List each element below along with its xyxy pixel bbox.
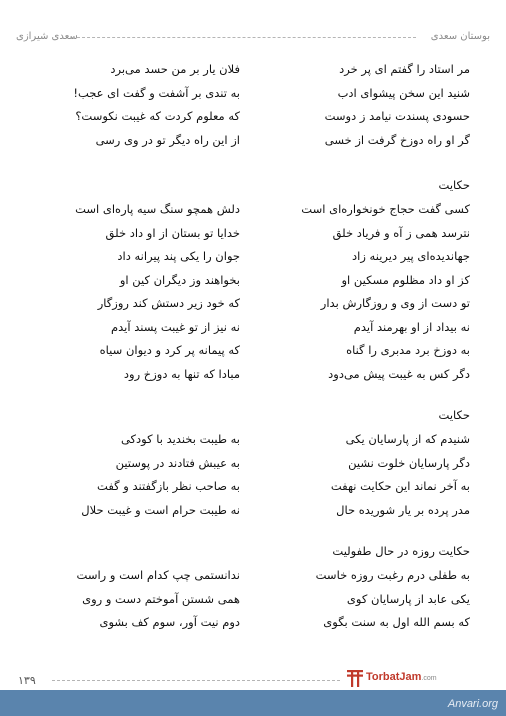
header-author: سعدی شیرازی [16,31,78,42]
verse-second-hemistich: نه طیبت حرام است و غیبت حلال [81,502,240,517]
header-divider [72,37,416,38]
verse-first-hemistich: دگر کس به غیبت پیش می‌دود [328,366,470,381]
verse-first-hemistich: نه بیداد از او بهرمند آیدم [353,319,470,334]
verse-second-hemistich: خدایا تو بستان از او داد خلق [105,225,240,240]
footer-band [0,690,506,716]
verse-first-hemistich: به طفلی درم رغبت روزه خاست [315,568,470,582]
verse-second-hemistich: بخواهند وز دیگران کین او [119,272,240,287]
stanza-heading: حکایت [438,408,470,422]
verse-first-hemistich: که بسم الله اول به سنت بگوی [323,615,470,629]
verse-first-hemistich: یکی عابد از پارسایان کوی [346,591,470,606]
verse-first-hemistich: مر استاد را گفتم ای پر خرد [339,62,470,76]
footer-divider [52,680,340,681]
verse-second-hemistich: که معلوم کردت که غیبت نکوست؟ [75,109,240,123]
verse-second-hemistich: به صاحب نظر بازگفتند و گفت [97,479,240,493]
verse-first-hemistich: شنیدم که از پارسایان یکی [345,432,470,446]
page-number: ۱۳۹ [18,674,36,687]
site-logo[interactable] [346,668,498,688]
verse-second-hemistich: دوم نیت آور، سوم کف بشوی [99,615,240,629]
verse-first-hemistich: به آخر نماند این حکایت نهفت [330,479,470,493]
verse-first-hemistich: مدر پرده بر یار شوریده حال [336,502,470,517]
verse-first-hemistich: دگر پارسایان خلوت نشین [348,455,470,470]
verse-second-hemistich: دلش همچو سنگ سیه پاره‌ای است [75,202,240,216]
verse-first-hemistich: حسودی پسندت نیامد ز دوست [324,109,470,123]
verse-first-hemistich: شنید این سخن پیشوای ادب [337,85,470,100]
verse-second-hemistich: که خود زیر دستش کند روزگار [97,296,240,310]
verse-first-hemistich: به دوزخ برد مدبری را گناه [346,343,470,357]
verse-second-hemistich: مبادا که تنها به دوزخ رود [123,366,240,381]
verse-first-hemistich: کز او داد مظلوم مسکین او [341,272,470,287]
logo-domain: .com [421,675,437,682]
verse-second-hemistich: همی شستن آموختم دست و روی [82,591,240,606]
logo-text [366,671,437,683]
verse-second-hemistich: از این راه دیگر تو در وی رسی [95,132,240,147]
stanza-heading: حکایت [438,178,470,192]
logo-name: TorbatJam [366,671,422,683]
stanza-heading: حکایت روزه در حال طفولیت [332,544,470,558]
verse-second-hemistich: به تندی بر آشفت و گفت ای عجب! [73,85,240,100]
verse-first-hemistich: نترسد همی ز آه و فریاد خلق [332,225,470,240]
verse-second-hemistich: ندانستمی چپ کدام است و راست [76,568,240,582]
verse-first-hemistich: کسی گفت حجاج خونخواره‌ای است [301,202,470,216]
verse-first-hemistich: تو دست از وی و روزگارش بدار [320,296,470,310]
verse-second-hemistich: به طیبت بخندید با کودکی [120,432,240,446]
verse-second-hemistich: جوان را یکی پند پیرانه داد [117,249,240,263]
header-book-title: بوستان سعدی [430,31,490,42]
verse-second-hemistich: به عیبش فتادند در پوستین [115,455,240,470]
verse-first-hemistich: جهاندیده‌ای پیر دیرینه زاد [352,249,470,263]
verse-second-hemistich: که پیمانه پر کرد و دیوان سیاه [99,343,240,357]
logo-mark-icon [346,668,364,688]
verse-first-hemistich: گر او راه دوزخ گرفت از خسی [324,132,470,147]
verse-second-hemistich: نه نیز از تو غیبت پسند آیدم [111,319,240,334]
watermark: Anvari.org [447,698,498,710]
verse-second-hemistich: فلان یار بر من حسد می‌برد [110,62,240,76]
